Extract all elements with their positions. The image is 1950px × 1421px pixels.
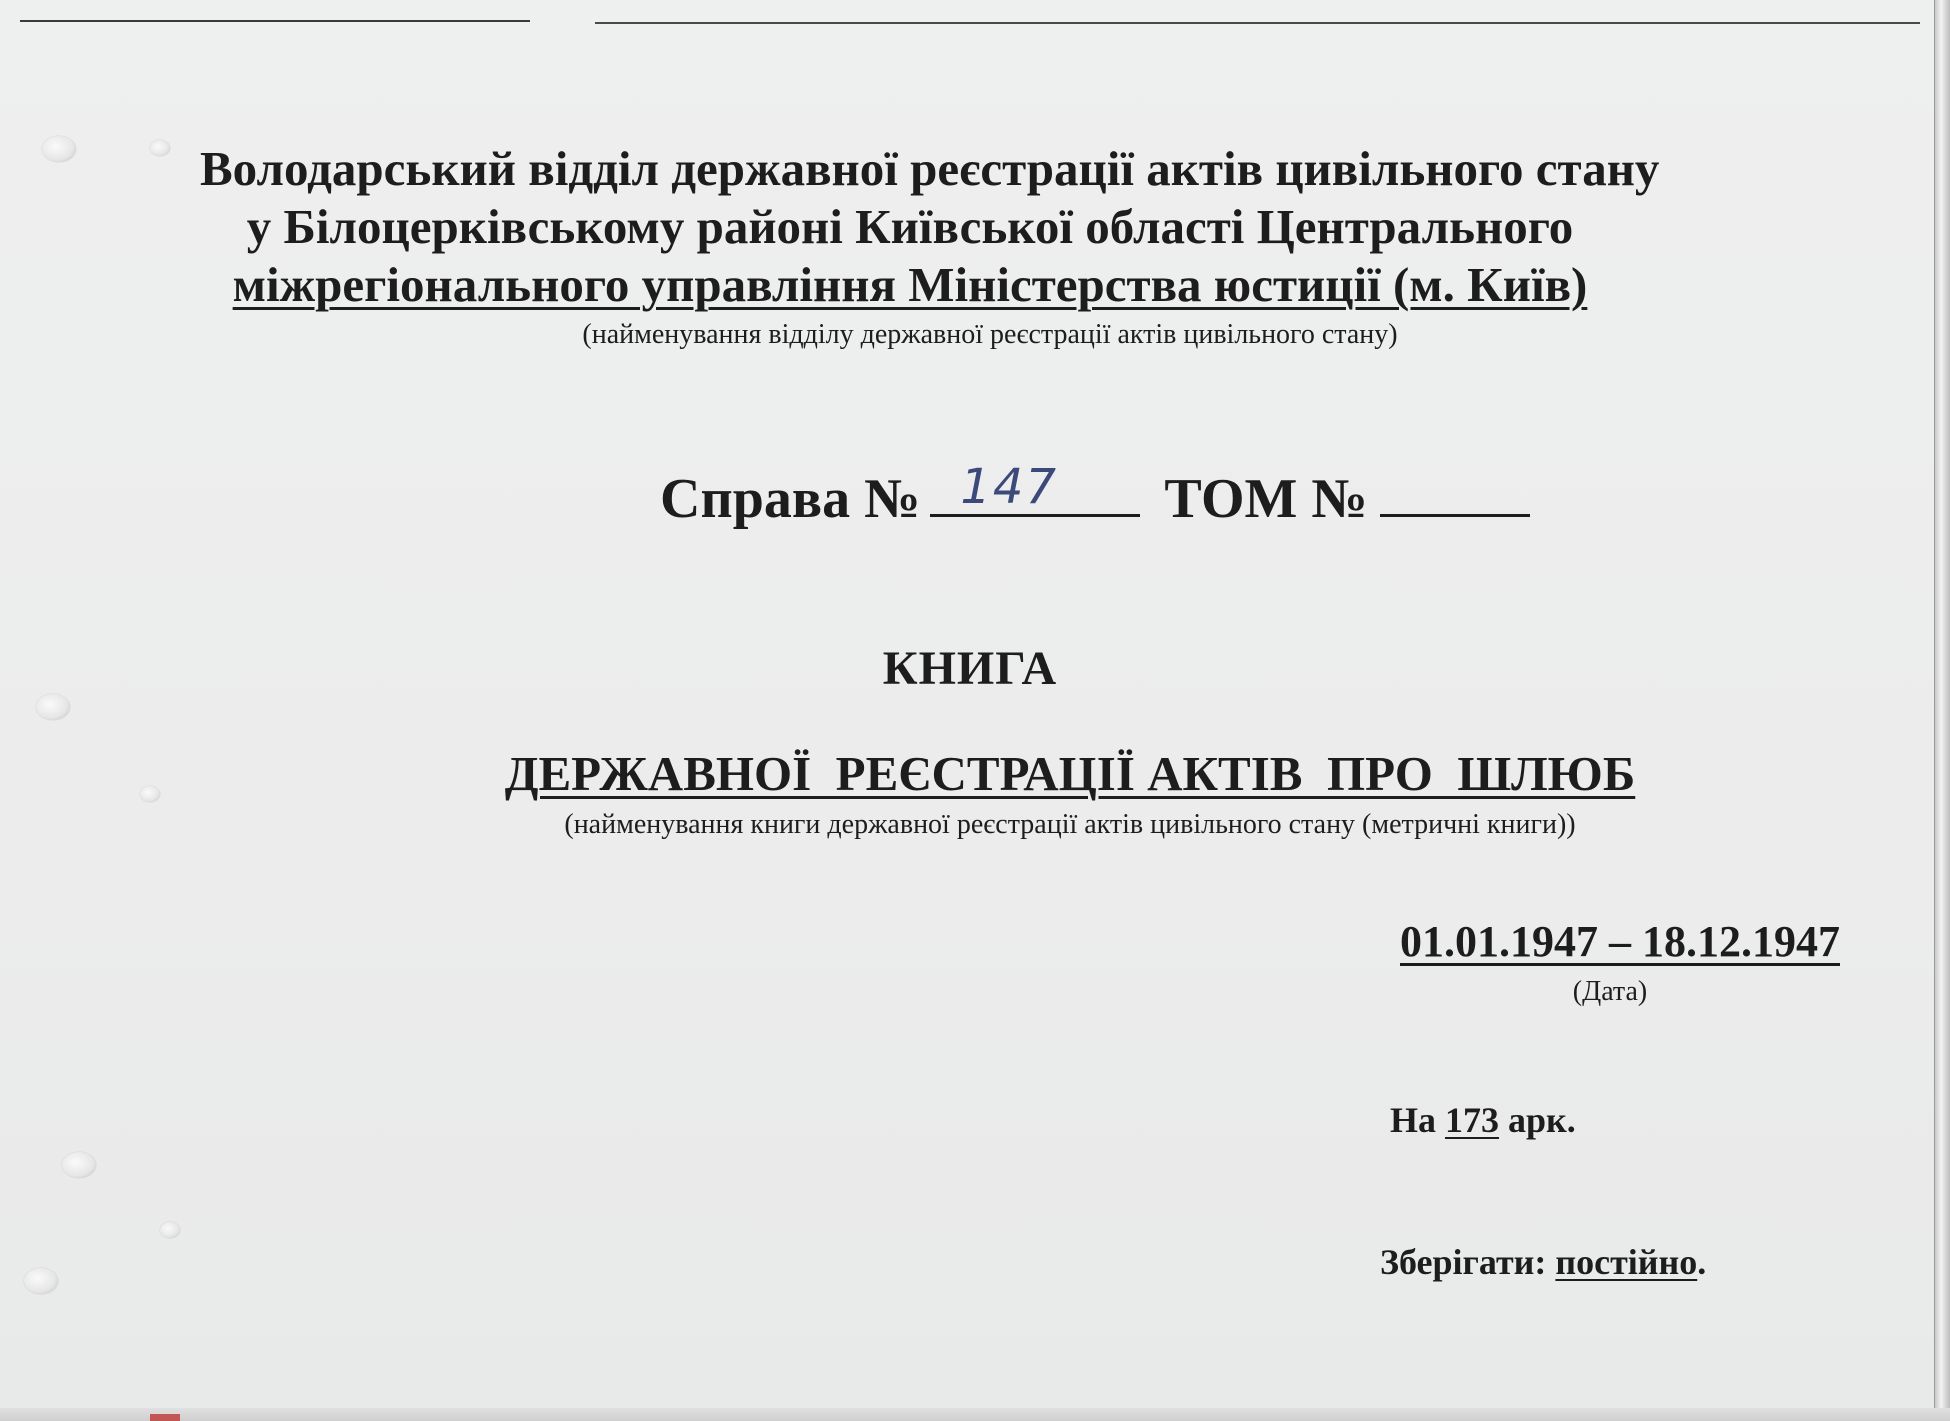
page-right-edge (1935, 0, 1950, 1421)
sheet-count-row (1390, 1098, 1790, 1142)
top-separator-right (595, 22, 1920, 24)
case-number-handwritten: 147 (960, 459, 1058, 515)
punch-hole (150, 140, 170, 156)
sheet-count-value: 173 (1445, 1100, 1500, 1140)
book-name (430, 745, 1710, 803)
punch-hole (140, 786, 160, 802)
date-caption: (Дата) (1572, 976, 1648, 1007)
date-range: 01.01.1947 – 18.12.1947 (1400, 917, 1840, 966)
case-number-field (930, 459, 1140, 517)
volume-number-field (1380, 464, 1530, 517)
book-caption: (найменування книги державної реєстрації актів цивільного стану (метричні книги)) (564, 809, 1576, 840)
top-separator-left (20, 20, 530, 22)
punch-hole (36, 694, 70, 720)
office-name-line-2: у Білоцерківському районі Київської області Центрального (246, 199, 1574, 254)
sheet-count-prefix: На (1390, 1100, 1437, 1140)
punch-hole (42, 136, 76, 162)
case-label: Справа № (660, 468, 921, 530)
storage-label: Зберігати: (1380, 1242, 1547, 1282)
storage-end: . (1697, 1242, 1707, 1282)
book-title: КНИГА (882, 642, 1058, 695)
volume-label: ТОМ № (1164, 468, 1368, 530)
storage-value: постійно (1555, 1242, 1698, 1282)
storage-term-row (1380, 1240, 1860, 1284)
office-name-block (200, 140, 1660, 314)
page-bottom-edge (0, 1408, 1950, 1421)
office-name-line-3: міжрегіонального управління Міністерства юстиції (м. Київ) (232, 257, 1588, 312)
bottom-tab-mark (150, 1414, 180, 1421)
punch-hole (24, 1268, 58, 1294)
punch-hole (62, 1152, 96, 1178)
book-name-text: ДЕРЖАВНОЇ РЕЄСТРАЦІЇ АКТІВ ПРО ШЛЮБ (504, 746, 1636, 801)
punch-hole (160, 1222, 180, 1238)
sheet-count-suffix: арк. (1508, 1100, 1576, 1140)
office-caption: (найменування відділу державної реєстрації актів цивільного стану) (582, 319, 1398, 350)
office-name-line-1: Володарський відділ державної реєстрації актів цивільного стану (200, 141, 1660, 196)
case-number-row (660, 459, 1560, 534)
